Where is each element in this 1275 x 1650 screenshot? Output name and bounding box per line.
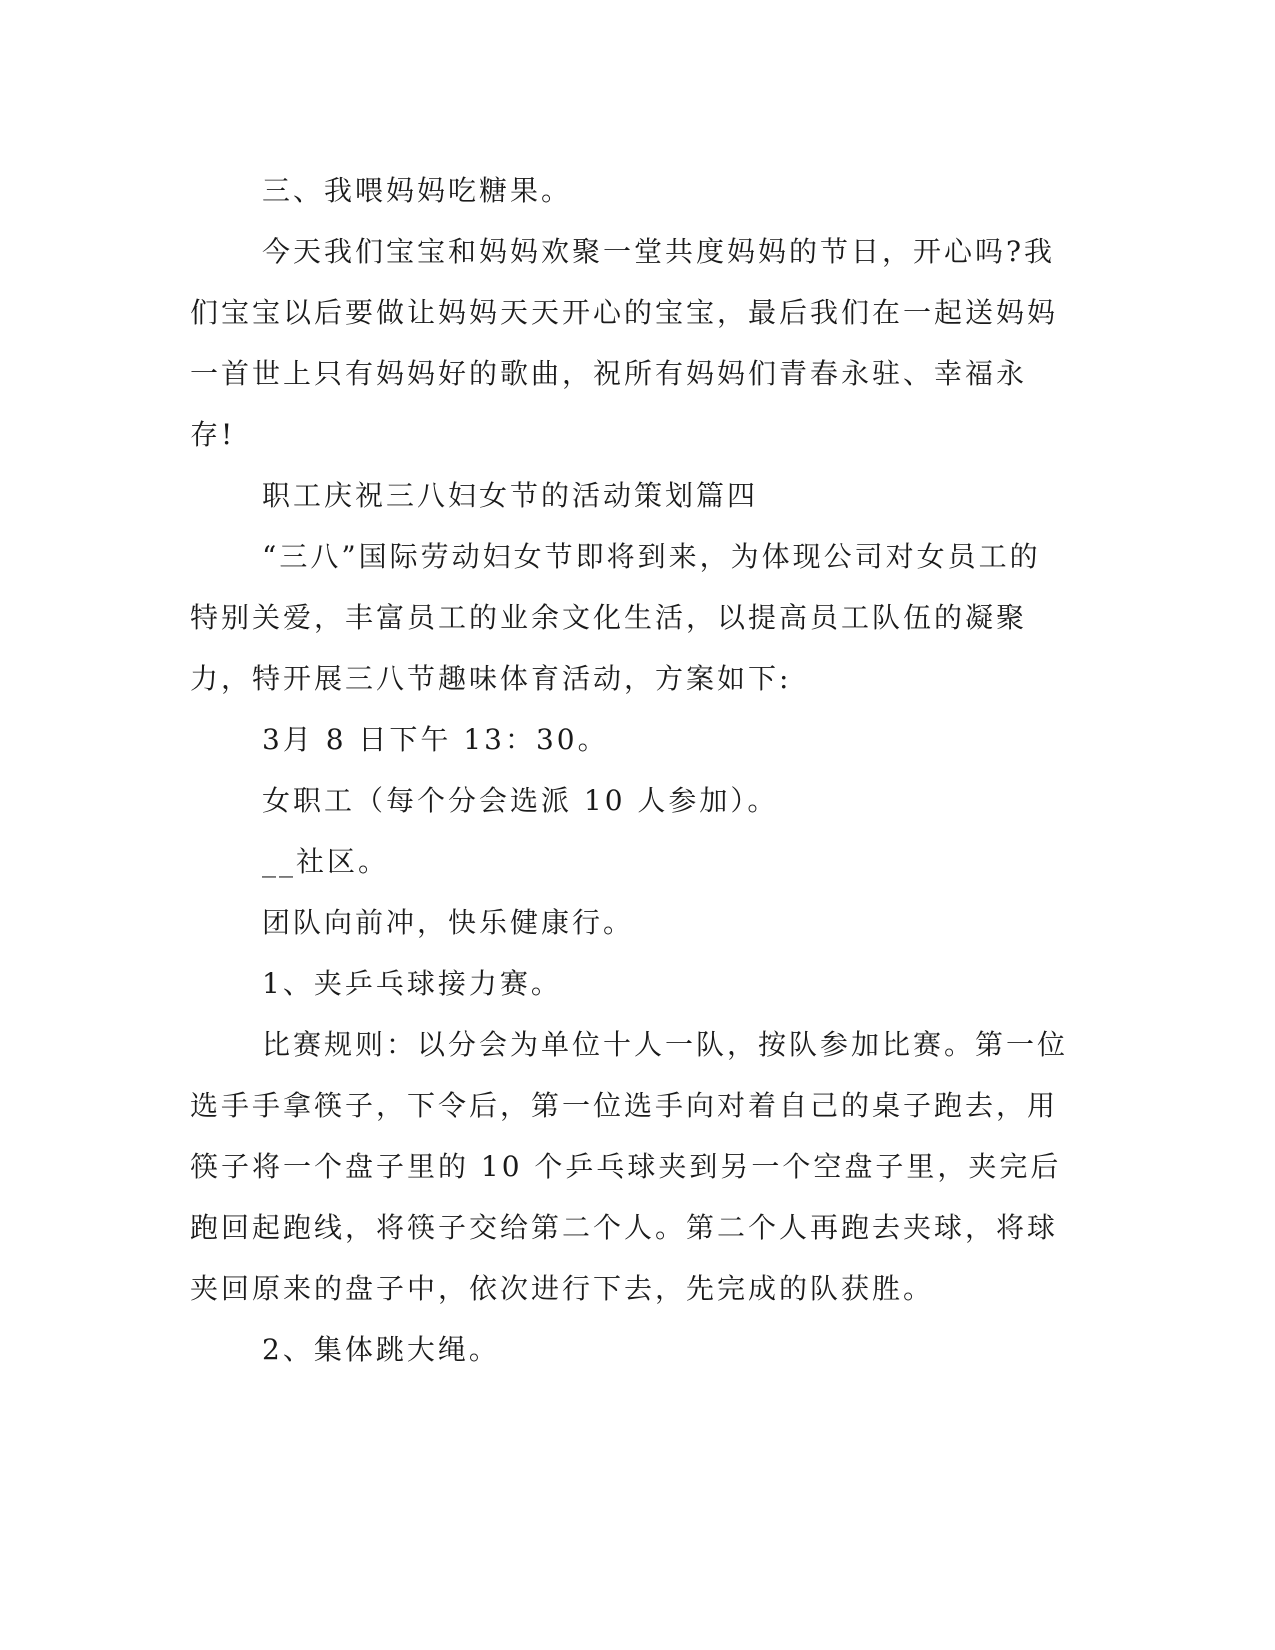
section-heading-3: 三、我喂妈妈吃糖果。 xyxy=(262,174,573,207)
event-location: __社区。 xyxy=(262,845,390,878)
activity-1-rules: 比赛规则：以分会为单位十人一队，按队参加比赛。第一位选手手拿筷子，下令后，第一位选手向对着自己的桌子跑去，用筷子将一个盘子里的 10 个乒乓球夹到另一个空盘子里，夹完后跑回起跑线，将筷子交给第二个人。第二个人再跑去夹球，将球夹回原来的盘子中，依次进行下去，先完成的队获胜。 xyxy=(190,1028,1069,1305)
closing-paragraph: 今天我们宝宝和妈妈欢聚一堂共度妈妈的节日，开心吗?我们宝宝以后要做让妈妈天天开心的宝宝，最后我们在一起送妈妈一首世上只有妈妈好的歌曲，祝所有妈妈们青春永驻、幸福永存! xyxy=(190,235,1059,451)
event-participants: 女职工（每个分会选派 10 人参加）。 xyxy=(262,784,779,817)
document-body xyxy=(190,160,1070,1380)
activity-1-heading: 1、夹乒乓球接力赛。 xyxy=(262,967,562,1000)
event-theme: 团队向前冲，快乐健康行。 xyxy=(262,906,635,939)
intro-paragraph: “三八”国际劳动妇女节即将到来，为体现公司对女员工的特别关爱，丰富员工的业余文化生活，以提高员工队伍的凝聚力，特开展三八节趣味体育活动，方案如下: xyxy=(190,540,1041,695)
article-title: 职工庆祝三八妇女节的活动策划篇四 xyxy=(262,479,759,512)
activity-2-heading: 2、集体跳大绳。 xyxy=(262,1333,500,1366)
event-time: 3月 8 日下午 13：30。 xyxy=(262,723,609,756)
